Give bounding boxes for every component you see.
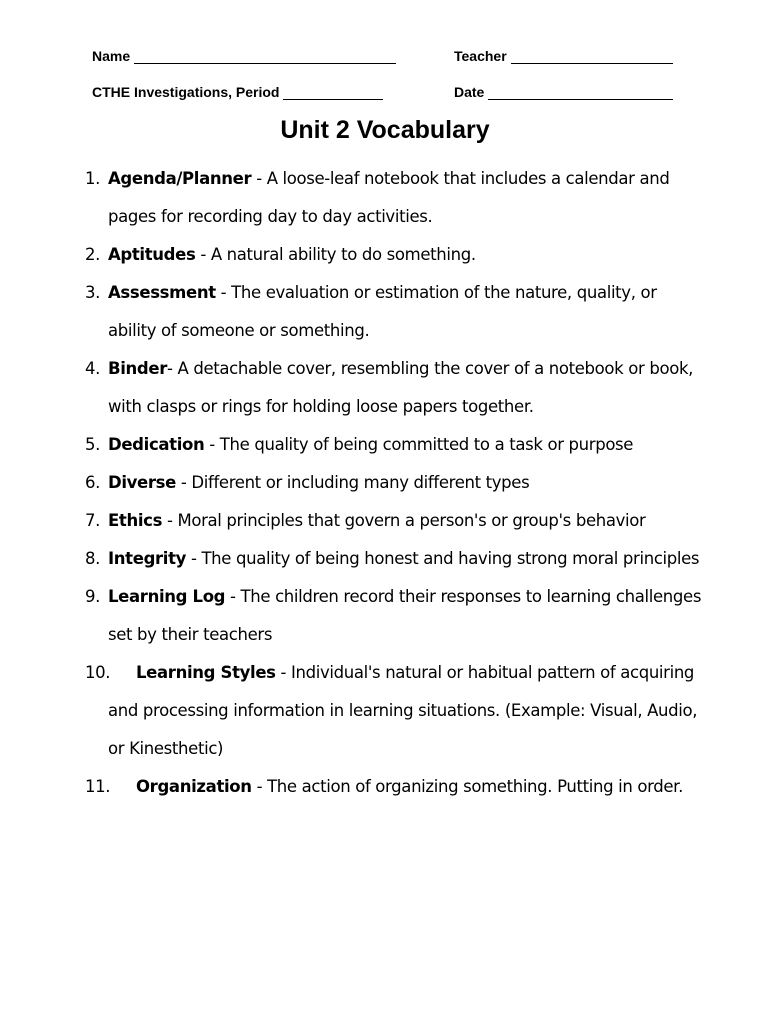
vocab-item bbox=[85, 464, 705, 502]
item-number: 6. bbox=[85, 473, 101, 492]
vocab-definition: - The children record their responses to learning challenges set by their teachers bbox=[108, 587, 702, 644]
vocab-term: Learning Styles bbox=[136, 663, 276, 682]
date-blank-line[interactable] bbox=[488, 85, 673, 100]
item-text bbox=[108, 502, 705, 540]
teacher-field[interactable] bbox=[454, 48, 673, 64]
page-title: Unit 2 Vocabulary bbox=[280, 116, 490, 144]
vocab-item bbox=[85, 578, 705, 654]
date-field[interactable] bbox=[454, 84, 673, 100]
name-blank-line[interactable] bbox=[134, 49, 396, 64]
vocab-definition: - Individual's natural or habitual pattern of acquiring and processing information in learning situations. (Example: Visual, Audio, or Kinesthetic) bbox=[108, 663, 698, 758]
item-number: 2. bbox=[85, 245, 101, 264]
item-number: 5. bbox=[85, 435, 101, 454]
item-text bbox=[108, 464, 705, 502]
vocabulary-list bbox=[85, 160, 705, 806]
vocab-item bbox=[85, 274, 705, 350]
vocab-item bbox=[85, 350, 705, 426]
vocab-term: Organization bbox=[136, 777, 252, 796]
item-number: 10. bbox=[85, 663, 111, 682]
period-field[interactable] bbox=[92, 84, 383, 100]
vocab-item bbox=[85, 768, 705, 806]
period-label: CTHE Investigations, Period bbox=[92, 84, 280, 100]
item-number: 8. bbox=[85, 549, 101, 568]
vocab-term: Aptitudes bbox=[108, 245, 196, 264]
vocab-term: Diverse bbox=[108, 473, 176, 492]
vocab-definition: - The evaluation or estimation of the nature, quality, or ability of someone or something. bbox=[108, 283, 657, 340]
item-number: 9. bbox=[85, 587, 101, 606]
date-label: Date bbox=[454, 84, 485, 100]
vocab-item bbox=[85, 236, 705, 274]
item-text bbox=[108, 350, 705, 426]
vocab-term: Dedication bbox=[108, 435, 205, 454]
vocab-term: Integrity bbox=[108, 549, 187, 568]
item-text bbox=[108, 274, 705, 350]
vocab-definition: - Moral principles that govern a person's or group's behavior bbox=[162, 511, 646, 530]
vocab-term: Binder bbox=[108, 359, 168, 378]
vocab-definition: - The action of organizing something. Putting in order. bbox=[251, 777, 683, 796]
vocab-item bbox=[85, 160, 705, 236]
vocab-definition: - A loose-leaf notebook that includes a calendar and pages for recording day to day activities. bbox=[108, 169, 670, 226]
vocab-term: Assessment bbox=[108, 283, 216, 302]
item-text bbox=[108, 426, 705, 464]
vocab-definition: - Different or including many different types bbox=[176, 473, 530, 492]
item-text bbox=[108, 540, 705, 578]
vocab-definition: - The quality of being committed to a task or purpose bbox=[204, 435, 634, 454]
teacher-label: Teacher bbox=[454, 48, 507, 64]
vocab-item bbox=[85, 654, 705, 768]
item-text bbox=[108, 578, 705, 654]
item-number: 7. bbox=[85, 511, 101, 530]
vocab-term: Learning Log bbox=[108, 587, 226, 606]
vocab-item bbox=[85, 426, 705, 464]
teacher-blank-line[interactable] bbox=[511, 49, 673, 64]
period-blank-line[interactable] bbox=[283, 85, 383, 100]
vocab-item bbox=[85, 540, 705, 578]
vocab-term: Agenda/Planner bbox=[108, 169, 252, 188]
item-number: 11. bbox=[85, 777, 111, 796]
vocab-definition: - A natural ability to do something. bbox=[195, 245, 476, 264]
item-text bbox=[108, 768, 705, 806]
item-text bbox=[108, 160, 705, 236]
name-label: Name bbox=[92, 48, 131, 64]
name-field[interactable] bbox=[92, 48, 396, 64]
item-text bbox=[108, 654, 705, 768]
item-number: 1. bbox=[85, 169, 101, 188]
vocab-definition: - The quality of being honest and having strong moral principles bbox=[186, 549, 700, 568]
vocab-definition: - A detachable cover, resembling the cover of a notebook or book, with clasps or rings for holding loose papers together. bbox=[108, 359, 694, 416]
vocab-item bbox=[85, 502, 705, 540]
item-number: 3. bbox=[85, 283, 101, 302]
vocab-term: Ethics bbox=[108, 511, 163, 530]
item-number: 4. bbox=[85, 359, 101, 378]
item-text bbox=[108, 236, 705, 274]
